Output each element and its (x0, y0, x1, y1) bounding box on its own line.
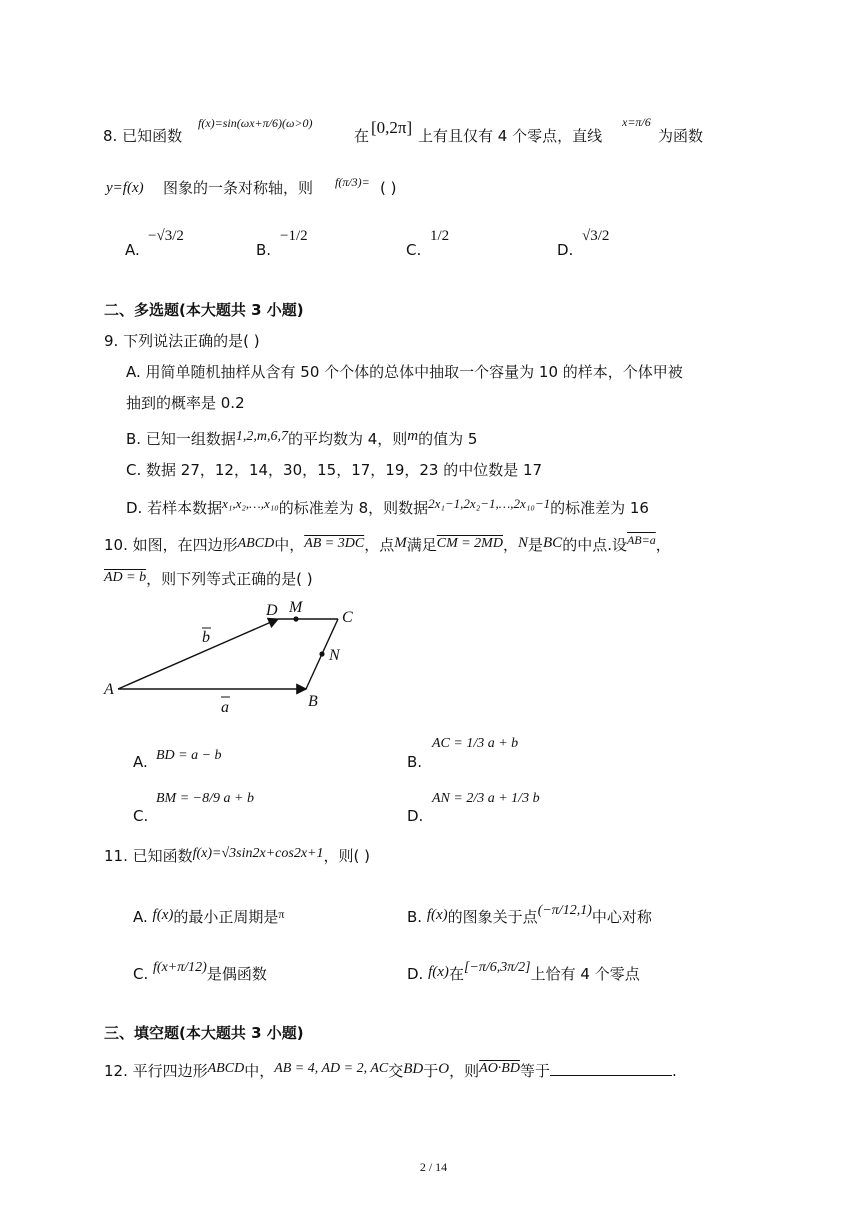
q12-mid4: ，则 (449, 1062, 480, 1080)
q8-interval: [0,2π] (371, 118, 413, 137)
q12-prefix: 12. 平行四边形 (104, 1062, 208, 1080)
q11-prefix: 11. 已知函数 (104, 847, 193, 865)
q8-option-d-label: D. (557, 241, 574, 259)
q12-line (104, 1061, 677, 1083)
q9-b-data: 1,2,m,6,7 (235, 429, 288, 444)
q8-line1 (103, 126, 182, 146)
q11-a-pi: π (278, 907, 285, 921)
section3-title: 三、填空题(本大题共 3 小题) (104, 1024, 304, 1042)
label-m: M (289, 599, 303, 616)
q9-stem: 9. 下列说法正确的是( ) (104, 332, 260, 350)
q9-option-b (126, 429, 477, 451)
q10-quadrilateral-figure (100, 596, 370, 716)
q10-abcd: ABCD (237, 536, 275, 551)
q8-yfx: y=f(x) (106, 180, 144, 196)
q11-b-suffix: 中心对称 (591, 908, 652, 926)
label-vec-a: a (221, 699, 229, 716)
q10-stem-end: ，则下列等式正确的是( ) (146, 570, 313, 588)
q9-d-prefix: D. 若样本数据 (126, 499, 223, 517)
q9-d-data: x₁,x₂,…,x₁₀ (222, 496, 279, 511)
q11-option-b (407, 903, 652, 929)
q8-mid-text: 上有且仅有 4 个零点，直线 (418, 127, 603, 145)
q8-prefix: 8. 已知函数 (103, 127, 183, 145)
q11-a-label: A. (133, 908, 148, 926)
q8-option-a-label: A. (125, 241, 140, 259)
q8-suffix: 为函数 (658, 127, 704, 145)
q12-mid2: 交 (388, 1062, 404, 1080)
q10-zhong: 中， (274, 536, 305, 554)
q10-dian: ，点 (364, 536, 395, 554)
q11-option-c (133, 960, 267, 986)
q12-mid3: 于 (423, 1062, 439, 1080)
q10-option-d-label: D. (407, 807, 424, 825)
q10-comma: ， (502, 536, 518, 554)
q10-option-b-label: B. (407, 753, 423, 771)
q10-line2 (104, 569, 313, 591)
q8-option-c-label: C. (406, 241, 422, 259)
q11-d-suffix: 上恰有 4 个零点 (530, 965, 640, 983)
q11-b-fx: f(x) (426, 907, 448, 923)
q11-a-text: 的最小正周期是 (173, 908, 279, 926)
q10-eq2: CM = 2MD (436, 536, 503, 551)
q12-o: O (438, 1061, 450, 1077)
q11-func: f(x)=√3sin2x+cos2x+1 (192, 846, 324, 861)
q9-d-suffix: 的标准差为 16 (550, 499, 649, 517)
q10-option-a-label: A. (133, 753, 148, 771)
q10-option-b-value: AC = 1/3 a + b (432, 736, 519, 751)
q10-line1 (104, 535, 671, 557)
q12-suffix: 等于 (519, 1062, 550, 1080)
q12-mid1: 中， (244, 1062, 275, 1080)
q9-option-c: C. 数据 27，12，14，30，15，17，19，23 的中位数是 17 (126, 461, 543, 479)
q12-cond: AB = 4, AD = 2, AC (274, 1061, 389, 1076)
q10-manzu: 满足 (406, 536, 437, 554)
q9-b-prefix: B. 已知一组数据 (126, 430, 236, 448)
q9-b-m: m (407, 428, 419, 444)
q12-abcd: ABCD (207, 1061, 245, 1076)
q10-option-c-value: BM = −8/9 a + b (156, 791, 254, 806)
q11-a-fx: f(x) (152, 907, 174, 923)
q8-option-c-value: 1/2 (430, 228, 450, 244)
q10-n: N (517, 535, 528, 551)
q10-eq1: AB = 3DC (304, 536, 365, 551)
q10-m: M (394, 535, 407, 551)
q8-option-b-label: B. (256, 241, 272, 259)
q11-d-label: D. (407, 965, 424, 983)
q10-prefix: 10. 如图，在四边形 (104, 536, 238, 554)
q11-c-expr: f(x+π/12) (153, 960, 207, 975)
q10-shi: 是 (528, 536, 544, 554)
q11-c-label: C. (133, 965, 149, 983)
label-d: D (266, 602, 278, 619)
q10-zhongdian: 的中点.设 (562, 536, 627, 554)
page-number: 2 / 14 (419, 1160, 448, 1174)
q11-option-d (407, 960, 640, 986)
q8-option-a-value: −√3/2 (148, 228, 184, 244)
q9-b-mid: 的平均数为 4，则 (287, 430, 408, 448)
q11-d-in: 在 (448, 965, 464, 983)
q12-end: . (671, 1062, 677, 1080)
point-n (319, 651, 324, 656)
q8-option-b-value: −1/2 (280, 228, 308, 244)
q8-paren: ( ) (380, 179, 397, 197)
q9-option-a-line2: 抽到的概率是 0.2 (126, 394, 245, 412)
q11-d-fx: f(x) (428, 964, 449, 980)
q9-option-d (126, 498, 649, 519)
q11-suffix: ，则( ) (323, 847, 370, 865)
q11-b-text: 的图象关于点 (447, 908, 538, 926)
label-b: B (308, 693, 318, 710)
q10-option-d-value: AN = 2/3 a + 1/3 b (432, 791, 540, 806)
q9-d-data2: 2x₁−1,2x₂−1,…,2x₁₀−1 (428, 496, 551, 511)
q10-option-a-value: BD = a − b (156, 748, 222, 763)
q8-axis: x=π/6 (622, 115, 651, 129)
q11-option-a (133, 907, 284, 928)
q11-b-label: B. (407, 908, 423, 926)
label-vec-b: b (202, 629, 210, 646)
label-n: N (329, 647, 340, 664)
q8-option-d-value: √3/2 (582, 228, 610, 244)
q12-bd: BD (403, 1061, 424, 1077)
q11-stem (104, 846, 370, 868)
section2-title: 二、多选题(本大题共 3 小题) (104, 301, 304, 319)
q10-comma2: ， (655, 536, 671, 554)
q10-eq4: AD = b (104, 570, 147, 585)
q8-expr: f(π/3)= (335, 175, 370, 189)
q8-line2-text: 图象的一条对称轴，则 (163, 179, 314, 197)
q12-answer-blank[interactable] (550, 1061, 672, 1076)
q9-b-suffix: 的值为 5 (418, 430, 478, 448)
point-m (293, 616, 298, 621)
label-a: A (104, 681, 114, 698)
q12-expr: AO·BD (479, 1061, 520, 1076)
q10-eq3: AB=a (626, 533, 656, 547)
q10-option-c-label: C. (133, 807, 149, 825)
q9-option-a-line1: A. 用简单随机抽样从含有 50 个个体的总体中抽取一个容量为 10 的样本，个体甲被 (126, 363, 683, 381)
q11-c-text: 是偶函数 (206, 965, 267, 983)
q8-function: f(x)=sin(ωx+π/6)(ω>0) (198, 116, 313, 130)
q10-bc: BC (543, 535, 563, 551)
q8-in: 在 (354, 127, 370, 145)
q9-d-mid: 的标准差为 8，则数据 (278, 499, 429, 517)
segment-ad (118, 619, 278, 689)
q11-d-interval: [−π/6,3π/2] (463, 960, 531, 975)
q11-b-point: (−π/12,1) (537, 903, 592, 918)
label-c: C (342, 609, 353, 626)
